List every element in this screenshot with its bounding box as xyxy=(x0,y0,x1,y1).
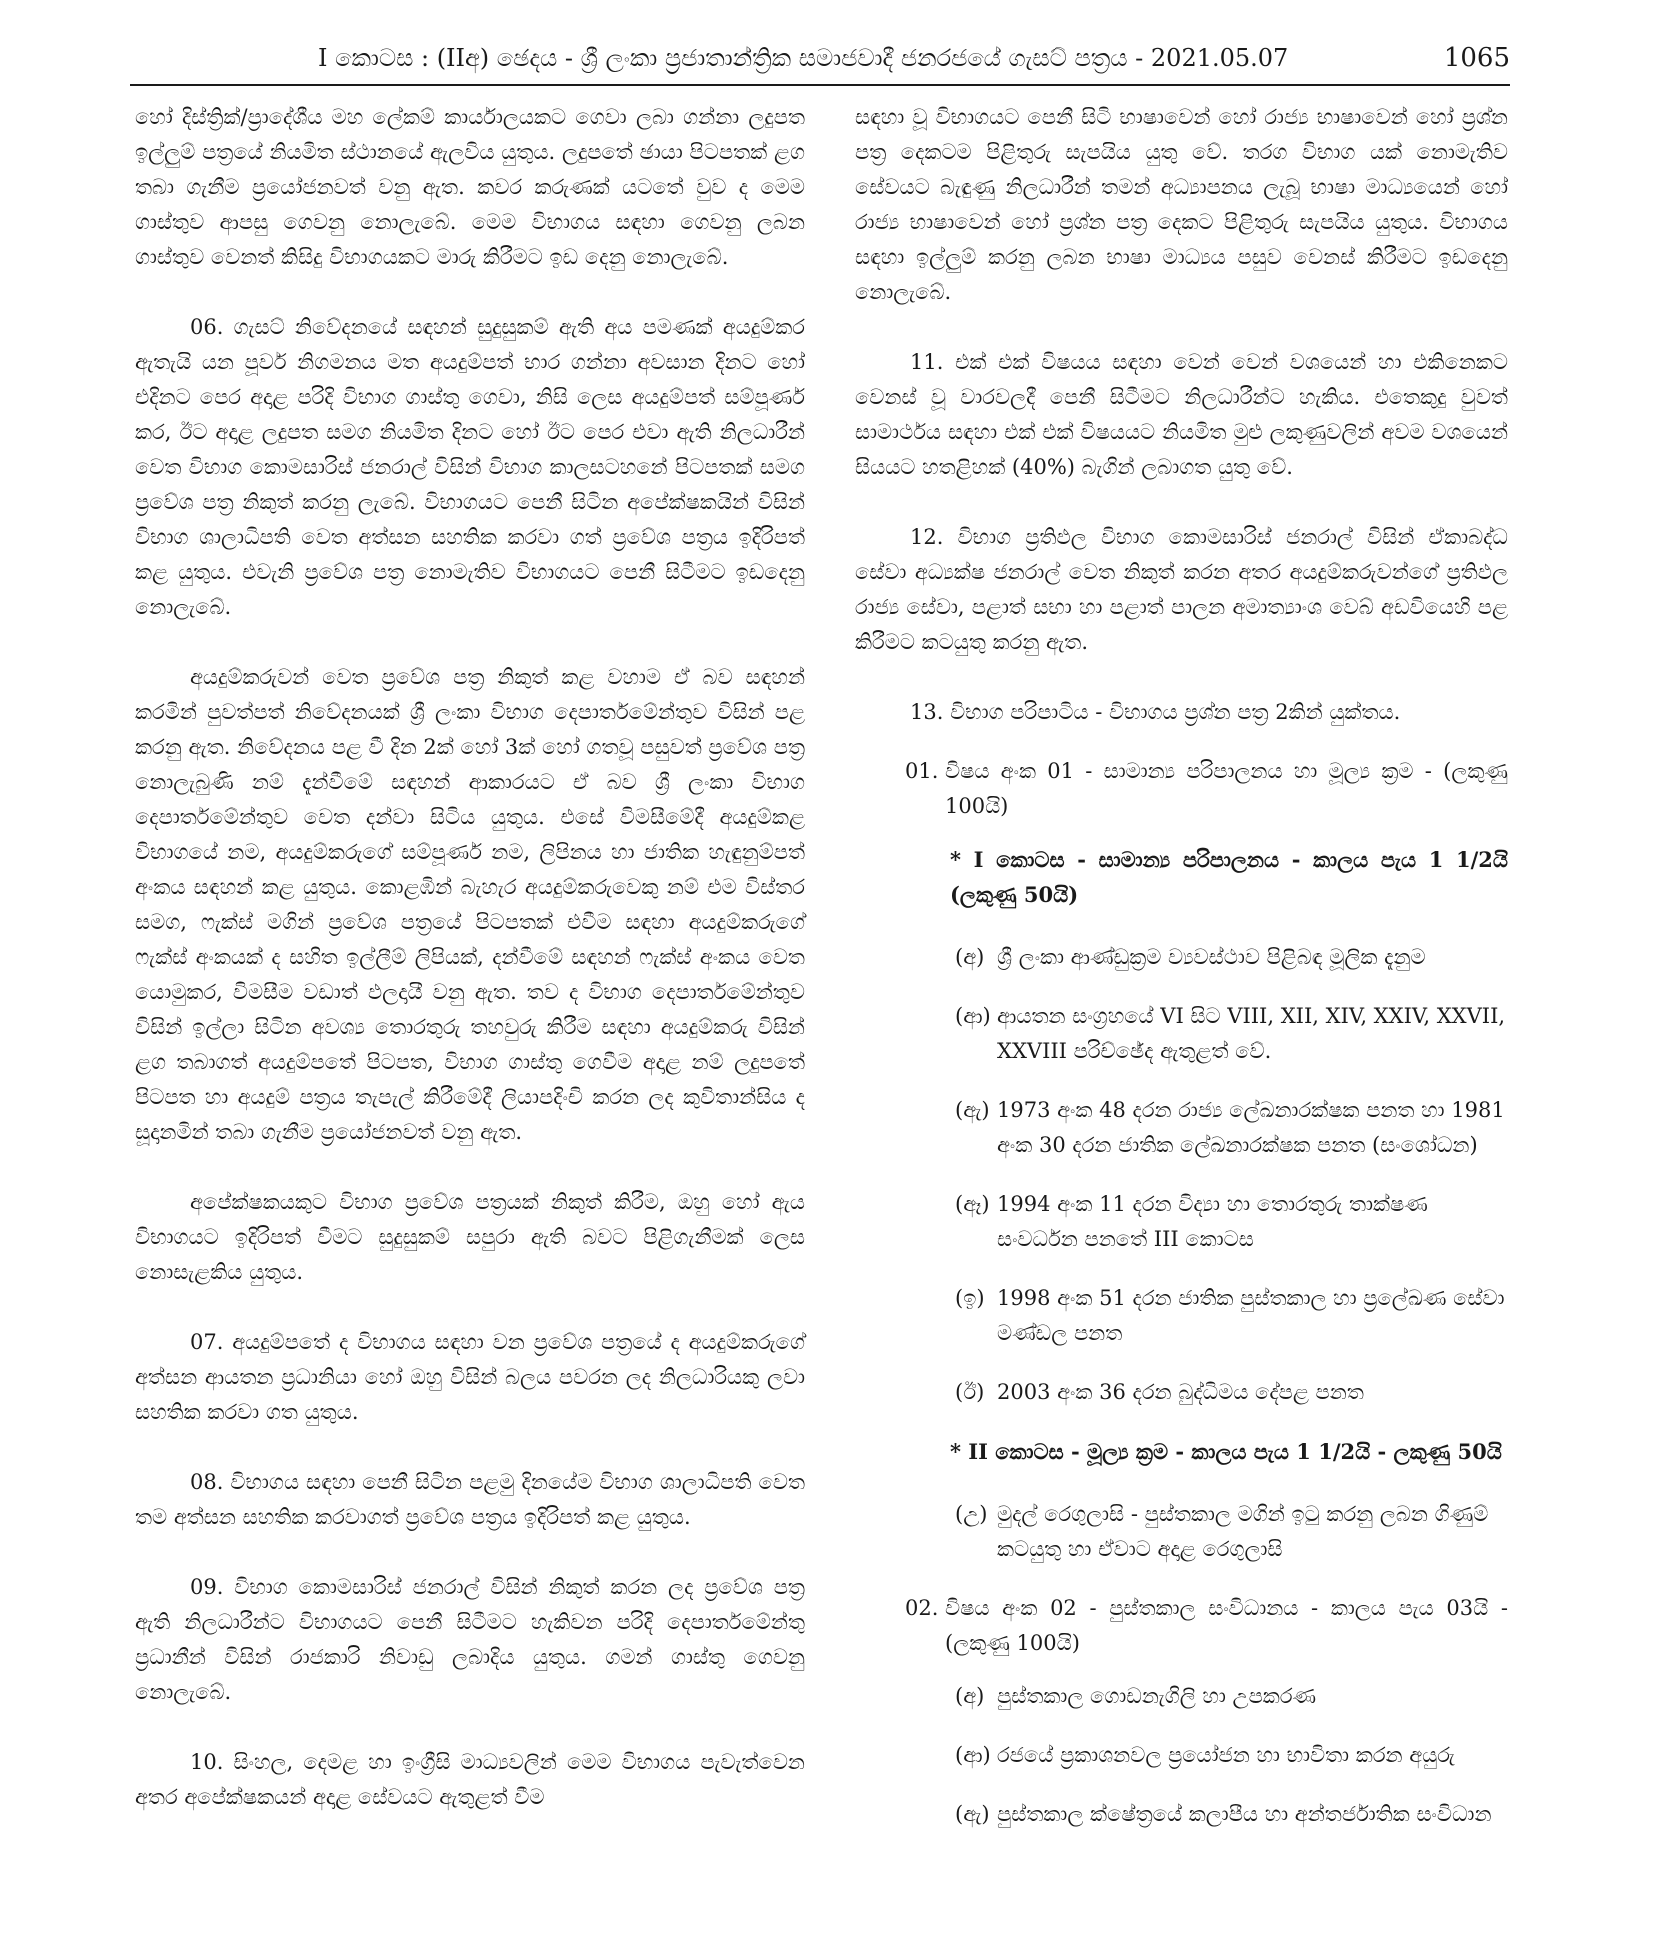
paragraph-12: 12. විභාග ප්‍රතිඵල විභාග කොමසාරිස් ජනරාල් විසින් ඒකාබද්ධ සේවා අධ්‍යක්ෂ ජනරාල් වෙත නිකුත් කරන අතර අයදුම්කරුවන්ගේ ප්‍රතිඵල රාජ්‍ය සේවා, පළාත් සභා හා පළාත් පාලන අමාත්‍යාංශ වෙබ් අඩවියෙහි පළ කිරීමට කටයුතු කරනු ඇත. xyxy=(855,525,1508,654)
list-item-label: (අ) xyxy=(955,945,985,969)
list-item xyxy=(855,1187,1508,1257)
list-item xyxy=(855,1281,1508,1351)
paragraph-11: 11. එක් එක් විෂයය සඳහා වෙන් වෙන් වශයෙන් හා එකිනෙකට වෙනස් වූ වාරවලදී පෙනී සිටීමට නිලධාරීන්ට හැකිය. එතෙකුදු වුවත් සාමාර්ථය සඳහා එක් එක් විෂයයට නියමිත මුළු ලකුණුවලින් අවම වශයෙන් සියයට හතළිහක් (40%) බැගින් ලබාගත යුතු වේ. xyxy=(855,350,1508,479)
paragraph: අයදුම්කරුවන් වෙත ප්‍රවේශ පත්‍ර නිකුත් කළ වහාම ඒ බව සඳහන් කරමින් පුවත්පත් නිවේදනයක් ශ්‍රී ලංකා විභාග දෙපාර්තමේන්තුව විසින් පළ කරනු ඇත. නිවේදනය පළ වී දින 2ක් හෝ 3ක් හෝ ගතවූ පසුවත් ප්‍රවේශ පත්‍ර නොලැබුණි නම් දැන්වීමේ සඳහන් ආකාරයට ඒ බව ශ්‍රී ලංකා විභාග දෙපාර්තමේන්තුව වෙත දන්වා සිටිය යුතුය. එසේ විමසීමේදී අයදුම්කළ විභාගයේ නම, අයදුම්කරුගේ සම්පූර්ණ නම, ලිපිනය හා ජාතික හැඳුනුම්පත් අංකය සඳහන් කළ යුතුය. කොළඹින් බැහැර අයදුම්කරුවෙකු නම් එම විස්තර සමග, ෆැක්ස් මගින් ප්‍රවේශ පත්‍රයේ පිටපතක් එවීම සඳහා අයදුම්කරුගේ ෆැක්ස් අංකයක් ද සහිත ඉල්ලීම් ලිපියක්, දන්වීමේ සඳහන් ෆැක්ස් අංකය වෙත යොමුකර, විමසීම වඩාත් ඵලදායී වනු ඇත. තව ද විභාග දෙපාර්තමේන්තුව විසින් ඉල්ලා සිටින අවශ්‍ය තොරතුරු තහවුරු කිරීම සඳහා අයදුම්කරු විසින් ළග තබාගත් අයදුම්පතේ පිටපත, විභාග ගාස්තු ගෙවීම අදාළ නම් ලදුපතේ පිටපත හා අයදුම් පත්‍රය තැපැල් කිරීමේදී ලියාපදිංචි කරන ලද කුවිතාන්සිය ද සූදානමින් තබා ගැනීම ප්‍රයෝජනවත් වනු ඇත. xyxy=(135,665,805,1144)
subject-02-number: 02. xyxy=(905,1596,939,1620)
list-item xyxy=(855,999,1508,1069)
list-item-label: (ඇ) xyxy=(955,1098,990,1122)
list-item-text: පුස්තකාල ක්ෂේත්‍රයේ කලාපීය හා අන්තර්ජාතික සංවිධාන xyxy=(997,1802,1492,1826)
subject-01-number: 01. xyxy=(905,759,939,783)
list-item xyxy=(855,940,1508,975)
paragraph: අපේක්ෂකයකුට විභාග ප්‍රවේශ පත්‍රයක් නිකුත් කිරීම, ඔහු හෝ ඇය විභාගයට ඉදිරිපත් වීමට සුදුසුකම් සපුරා ඇති බවට පිළිගැනීමක් ලෙස නොසැළකිය යුතුය. xyxy=(135,1190,805,1284)
page-header xyxy=(130,38,1510,78)
list-item-label: (ඇ) xyxy=(955,1802,990,1826)
list-item-text: 1998 අංක 51 දරන ජාතික පුස්තකාල හා ප්‍රලේඛණ සේවා මණ්ඩල පනත xyxy=(997,1286,1505,1345)
subject-01-text: විෂය අංක 01 - සාමාන්‍ය පරිපාලනය හා මූල්‍ය ක්‍රම - (ලකුණු 100යි) xyxy=(945,759,1508,818)
paragraph-10-continued: සඳහා වූ විභාගයට පෙනී සිටි භාෂාවෙන් හෝ රාජ්‍ය භාෂාවෙන් හෝ ප්‍රශ්න පත්‍ර දෙකටම පිළිතුරු සැපයිය යුතු වේ. තරග විභාග යක් නොමැතිව සේවයට බැඳුණු නිලධාරීන් තමන් අධ්‍යාපනය ලැබූ භාෂා මාධ්‍යයෙන් හෝ රාජ්‍ය භාෂාවෙන් හෝ ප්‍රශ්න පත්‍ර දෙකට පිළිතුරු සැපයිය යුතුය. විභාගය සඳහා ඉල්ලුම් කරනු ලබන භාෂා මාධ්‍යය පසුව වෙනස් කිරීමට ඉඩදෙනු නොලැබේ. xyxy=(855,105,1508,304)
list-item-label: (ඊ) xyxy=(955,1380,985,1404)
subject-02-text: විෂය අංක 02 - පුස්තකාල සංවිධානය - කාලය පැය 03යි - (ලකුණු 100යි) xyxy=(945,1596,1508,1655)
part-1-heading: * I කොටස - සාමාන්‍ය පරිපාලනය - කාලය පැය 1 1/2යි (ලකුණු 50යි) xyxy=(950,847,1508,907)
list-item-text: 1994 අංක 11 දරන විද්‍යා හා තොරතුරු තාක්ෂණ සංවර්ධන පනතේ III කොටස xyxy=(997,1192,1428,1251)
header-title: I කොටස : (IIඅ) ඡෙදය - ශ්‍රී ලංකා ප්‍රජාතාන්ත්‍රික සමාජවාදී ජනරජයේ ගැසට් පත්‍රය - 2021.05.07 xyxy=(318,44,1289,72)
list-item-text: 2003 අංක 36 දරන බුද්ධිමය දේපළ පනත xyxy=(997,1380,1364,1404)
list-item-label: (ඉ) xyxy=(955,1286,985,1310)
list-item-label: (ආ) xyxy=(955,1743,991,1767)
right-column xyxy=(855,100,1508,1856)
list-item-text: මුදල් රෙගුලාසි - පුස්තකාල මගින් ඉටු කරනු ලබන ගිණුම් කටයුතු හා ඒවාට අදාළ රෙගුලාසි xyxy=(997,1502,1489,1561)
list-item-text: රජයේ ප්‍රකාශනවල ප්‍රයෝජන හා භාවිතා කරන අයුරු xyxy=(997,1743,1455,1767)
paragraph-08: 08. විභාගය සඳහා පෙනී සිටින පළමු දිනයේම විභාග ශාලාධිපති වෙත තම අත්සන සහතික කරවාගත් ප්‍රවේශ පත්‍රය ඉදිරිපත් කළ යුතුය. xyxy=(135,1470,805,1529)
list-item-text: ආයතන සංග්‍රහයේ VI සිට VIII, XII, XIV, XXIV, XXVII, XXVIII පරිච්ඡේද ඇතුළත් වේ. xyxy=(997,1004,1506,1063)
header-rule xyxy=(130,84,1510,86)
paragraph: හෝ දිස්ත්‍රික්/ප්‍රාදේශීය මහ ලේකම් කාර්යාලයකට ගෙවා ලබා ගන්නා ලදුපත ඉල්ලුම් පත්‍රයේ නියමිත ස්ථානයේ ඇලවිය යුතුය. ලදුපතේ ඡායා පිටපතක් ළග තබා ගැනීම ප්‍රයෝජනවත් වනු ඇත. කවර කරුණක් යටතේ වුව ද මෙම ගාස්තුව ආපසු ගෙවනු නොලැබේ. මෙම විභාගය සඳහා ගෙවනු ලබන ගාස්තුව වෙනත් කිසිදු විභාගයකට මාරු කිරීමට ඉඩ දෙනු නොලැබේ. xyxy=(135,105,805,269)
paragraph-13: 13. විභාග පරිපාටිය - විභාගය ප්‍රශ්න පත්‍ර 2කින් යුක්තය. xyxy=(910,700,1401,724)
list-item xyxy=(855,1497,1508,1567)
list-item-label: (උ) xyxy=(955,1502,988,1526)
list-item xyxy=(855,1679,1508,1714)
list-item xyxy=(855,1738,1508,1773)
list-item-text: ශ්‍රී ලංකා ආණ්ඩුක්‍රම ව්‍යවස්ථාව පිළිබඳ මූලික දැනුම xyxy=(997,945,1426,969)
list-item-text: පුස්තකාල ගොඩනැගිලි හා උපකරණ xyxy=(997,1684,1317,1708)
paragraph-10: 10. සිංහල, දෙමළ හා ඉංග්‍රීසි මාධ්‍යවලින් මෙම විභාගය පැවැත්වෙන අතර අපේක්ෂකයන් අදාළ සේවයට ඇතුළත් වීම xyxy=(135,1750,805,1809)
page-number: 1065 xyxy=(1443,43,1510,73)
list-item xyxy=(855,1093,1508,1163)
list-item-label: (ඈ) xyxy=(955,1192,990,1216)
paragraph-07: 07. අයදුම්පතේ ද විභාගය සඳහා වන ප්‍රවේශ පත්‍රයේ ද අයදුම්කරුගේ අත්සන ආයතන ප්‍රධානියා හෝ ඔහු විසින් බලය පවරන ලද නිලධාරියකු ලවා සහතික කරවා ගත යුතුය. xyxy=(135,1330,805,1424)
paragraph-06: 06. ගැසට් නිවේදනයේ සඳහන් සුදුසුකම් ඇති අය පමණක් අයදුම්කර ඇතැයි යන පූර්ව නිගමනය මත අයදුම්පත් භාර ගන්නා අවසාන දිනට හෝ එදිනට පෙර අදාළ පරිදි විභාග ගාස්තු ගෙවා, නිසි ලෙස අයදුම්පත් සම්පූර්ණ කර, ඊට අදාළ ලදුපත සමග නියමිත දිනට හෝ ඊට පෙර එවා ඇති නිලධාරීන් වෙත විභාග කොමසාරිස් ජනරාල් විසින් විභාග කාලසටහනේ පිටපතක් සමග ප්‍රවේශ පත්‍ර නිකුත් කරනු ලැබේ. විභාගයට පෙනී සිටින අපේක්ෂකයින් විසින් විභාග ශාලාධිපති වෙත අත්සන සහතික කරවා ගත් ප්‍රවේශ පත්‍රය ඉදිරිපත් කළ යුතුය. එවැනි ප්‍රවේශ පත්‍ර නොමැතිව විභාගයට පෙනී සිටීමට ඉඩදෙනු නොලැබේ. xyxy=(135,315,805,619)
subject-01 xyxy=(855,754,1508,824)
list-item-label: (අ) xyxy=(955,1684,985,1708)
paragraph-09: 09. විභාග කොමසාරිස් ජනරාල් විසින් නිකුත් කරන ලද ප්‍රවේශ පත්‍ර ඇති නිලධාරීන්ට විභාගයට පෙනී සිටීමට හැකිවන පරිදි දෙපාර්තමේන්තු ප්‍රධානීන් විසින් රාජකාරි නිවාඩු ලබාදිය යුතුය. ගමන් ගාස්තු ගෙවනු නොලැබේ. xyxy=(135,1575,805,1704)
list-item xyxy=(855,1797,1508,1832)
list-item-label: (ආ) xyxy=(955,1004,991,1028)
part-2-heading: * II කොටස - මූල්‍ය ක්‍රම - කාලය පැය 1 1/2යි - ලකුණු 50යි xyxy=(950,1439,1502,1464)
list-item xyxy=(855,1375,1508,1410)
subject-02 xyxy=(855,1591,1508,1661)
left-column xyxy=(135,100,805,1815)
list-item-text: 1973 අංක 48 දරන රාජ්‍ය ලේඛනාරක්ෂක පනත හා 1981 අංක 30 දරන ජාතික ලේඛනාරක්ෂක පනත (සංශෝධන) xyxy=(997,1098,1505,1157)
